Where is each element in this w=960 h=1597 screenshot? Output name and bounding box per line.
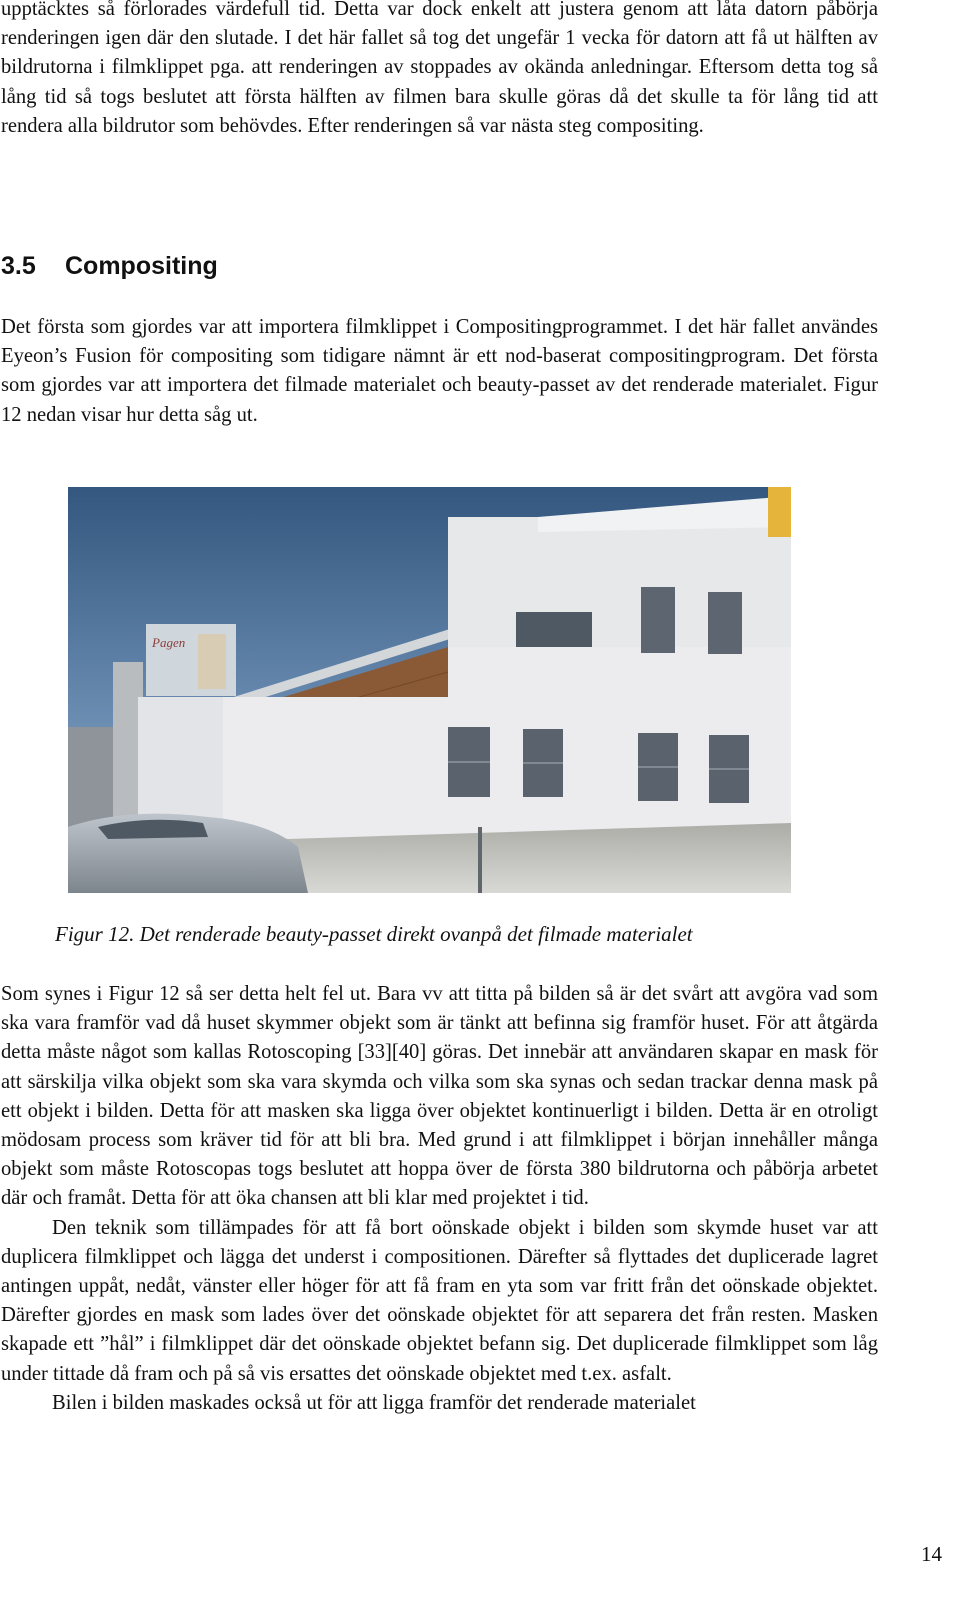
section-title: Compositing [65,252,218,280]
paragraph-car-mask: Bilen i bilden maskades också ut för att ligga framför det renderade materialet [52,1391,696,1414]
billboard-text: Pagen [152,635,186,650]
intro-paragraph: upptäcktes så förlorades värdefull tid. Detta var dock enkelt att justera genom att låta datorn påbörja renderingen igen där den slutade. I det här fallet så tog det ungefär 1 vecka för datorn att få ut hälften av bildrutorna i filmklippet pga. att renderingen av stoppades av okända anledningar. Eftersom detta tog så lång tid så togs beslutet att första hälften av filmen bara skulle göras då det skulle ta för lång tid att rendera alla bildrutor som behövdes. Efter renderingen så var nästa steg compositing. [1,0,878,137]
section-number: 3.5 [1,252,36,280]
paragraph-rotoscoping: Som synes i Figur 12 så ser detta helt fel ut. Bara vv att titta på bilden så är det svårt att avgöra vad som ska vara framför vad då huset skymmer objekt som är tänkt att befinna sig framför huset. För att åtgärda detta måste något som kallas Rotoscoping [33][40] göras. Det innebär att användaren skapar en mask för att särskilja vilka objekt som ska vara skymda och vilka som ska synas och sedan trackar denna mask på ett objekt i bilden. Detta för att masken ska ligga över objektet kontinuerligt i bilden. Detta är en otroligt mödosam process som kräver tid för att bli bra. Med grund i att filmklippet i början innehåller många objekt som måste Rotoscopas togs beslutet att hoppa över de första 380 bildrutorna och påbörja arbetet där och framåt. Detta för att öka chansen att bli klar med projektet i tid. [1,983,878,1210]
section-paragraph: Det första som gjordes var att importera filmklippet i Compositingprogrammet. I det här fallet användes Eyeon’s Fusion för compositing som tidigare nämnt är ett nod-baserat compositingprogram. Det första som gjordes var att importera det filmade materialet och beauty-passet av det renderade materialet. Figur 12 nedan visar hur detta såg ut. [1,316,878,426]
page-number: 14 [921,1542,942,1566]
paragraph-duplication: Den teknik som tillämpades för att få bort oönskade objekt i bilden som skymde huset var att duplicera filmklippet och lägga det underst i compositionen. Därefter så flyttades det duplicerade lagret antingen uppåt, nedåt, vänster eller höger för att få fram en yta som var fritt från det oönskade objektet. Därefter gjordes en mask som lades över det oönskade objektet för att separera det från resten. Masken skapade ett ”hål” i filmklippet där det oönskade objektet befann sig. Det duplicerade filmklippet som låg under tittade då fram och på så vis ersattes det oönskade objektet med t.ex. asfalt. [1,1216,878,1385]
section-heading [1,252,218,281]
figure-caption: Figur 12. Det renderade beauty-passet direkt ovanpå det filmade materialet [55,922,693,946]
figure-image [68,487,791,893]
body-text [1,980,878,1418]
